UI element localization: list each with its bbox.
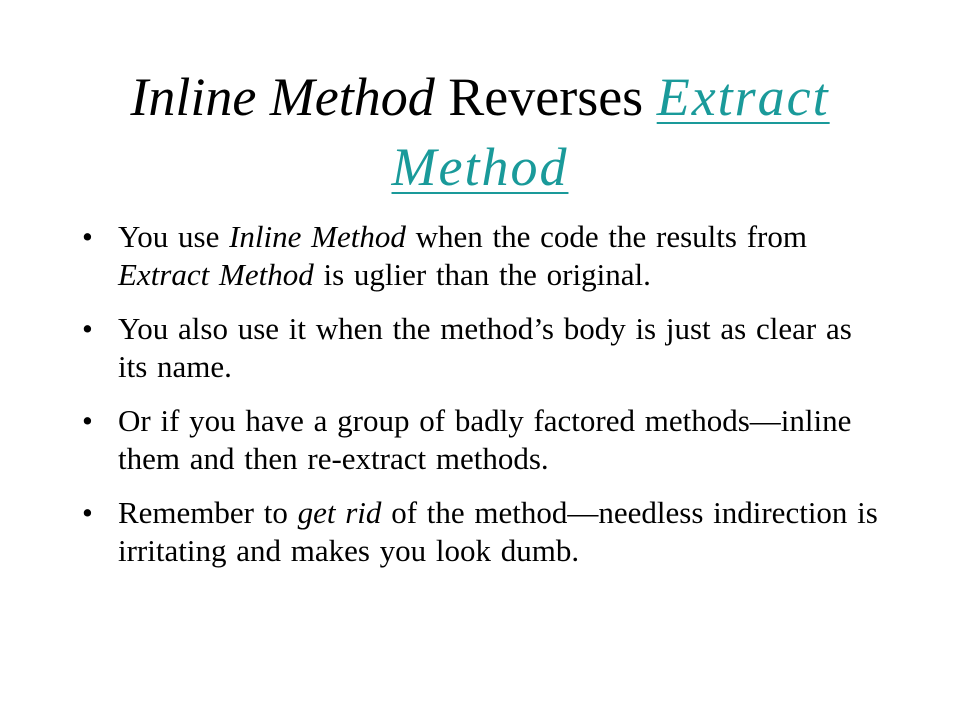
bullet-text-segment: when the code the results from — [405, 219, 807, 254]
title-middle-part: Reverses — [434, 67, 657, 127]
bullet-item-inline-usage — [82, 218, 882, 294]
bullet-icon: • — [82, 311, 93, 346]
bullet-text: Or if you have a group of badly factored methods—inline them and then re-extract methods. — [118, 403, 852, 476]
bullet-italic-segment: Inline Method — [229, 219, 406, 254]
bullet-icon: • — [82, 219, 93, 254]
title-italic-part: Inline Method — [130, 67, 435, 127]
slide-title — [60, 62, 900, 202]
extract-method-link[interactable]: Extract Method — [391, 67, 830, 197]
bullet-italic-segment: get rid — [297, 495, 382, 530]
bullet-text: You also use it when the method’s body is just as clear as its name. — [118, 311, 852, 384]
bullet-text-segment: You use — [118, 219, 230, 254]
bullet-list — [82, 218, 882, 586]
bullet-item-get-rid — [82, 494, 882, 570]
bullet-italic-segment: Extract Method — [118, 257, 314, 292]
bullet-icon: • — [82, 495, 93, 530]
bullet-item-clear-body — [82, 310, 882, 386]
bullet-text-segment: is uglier than the original. — [313, 257, 651, 292]
bullet-text-segment: of the method—needless indirection is irritating and makes you look dumb. — [118, 495, 878, 568]
bullet-item-badly-factored — [82, 402, 882, 478]
bullet-icon: • — [82, 403, 93, 438]
bullet-text-segment: Remember to — [118, 495, 298, 530]
